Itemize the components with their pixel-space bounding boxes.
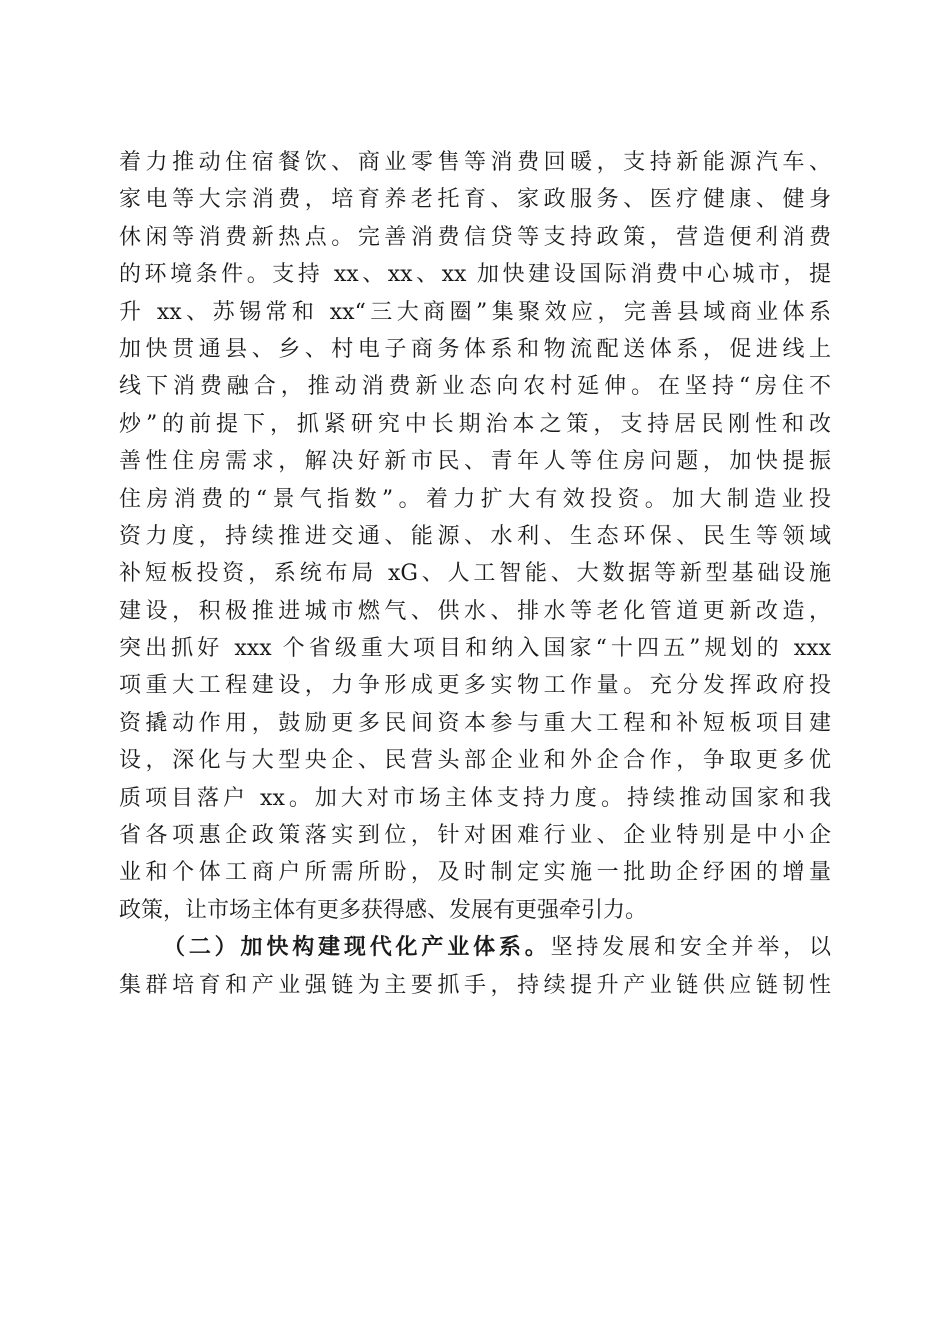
text-line: 着力推动住宿餐饮、商业零售等消费回暖，支持新能源汽车、: [119, 150, 831, 175]
text-line: 善性住房需求，解决好新市民、青年人等住房问题，加快提振: [119, 449, 831, 475]
text-line: 质项目落户 xx。加大对市场主体支持力度。持续推动国家和我: [119, 785, 831, 811]
text-line: 项重大工程建设，力争形成更多实物工作量。充分发挥政府投: [119, 673, 831, 699]
text-line: 休闲等消费新热点。完善消费信贷等支持政策，营造便利消费: [119, 224, 831, 250]
section-heading: （二）加快构建现代化产业体系。: [163, 934, 551, 961]
text-line: 集群培育和产业强链为主要抓手，持续提升产业链供应链韧性: [119, 972, 831, 998]
text-line: 加快贯通县、乡、村电子商务体系和物流配送体系，促进线上: [119, 336, 831, 362]
text-line: 的环境条件。支持 xx、xx、xx 加快建设国际消费中心城市，提: [119, 262, 831, 288]
text-line: 突出抓好 xxx 个省级重大项目和纳入国家“十四五”规划的 xxx: [119, 636, 831, 662]
text-line: [119, 929, 831, 966]
text-line: 线下消费融合，推动消费新业态向农村延伸。在坚持“房住不: [119, 374, 831, 400]
text-line: 家电等大宗消费，培育养老托育、家政服务、医疗健康、健身: [119, 187, 831, 213]
text-line: 住房消费的“景气指数”。着力扩大有效投资。加大制造业投: [119, 486, 831, 512]
text-line: 建设，积极推进城市燃气、供水、排水等老化管道更新改造，: [119, 598, 831, 624]
document-body: [119, 144, 831, 1004]
text-line: 政策，让市场主体有更多获得感、发展有更强牵引力。: [119, 897, 648, 923]
text-line: 升 xx、苏锡常和 xx“三大商圈”集聚效应，完善县域商业体系: [119, 299, 831, 325]
text-line: 炒”的前提下，抓紧研究中长期治本之策，支持居民刚性和改: [119, 411, 831, 437]
text-line: 设，深化与大型央企、民营头部企业和外企合作，争取更多优: [119, 748, 831, 774]
text-line: 资力度，持续推进交通、能源、水利、生态环保、民生等领域: [119, 523, 831, 549]
text-line: 业和个体工商户所需所盼，及时制定实施一批助企纾困的增量: [119, 860, 831, 886]
paragraph-industrial-system: [119, 929, 831, 1004]
heading-line-rest: 坚持发展和安全并举，以: [550, 935, 831, 961]
paragraph-consumption-investment: [119, 144, 831, 929]
text-line: 补短板投资，系统布局 xG、人工智能、大数据等新型基础设施: [119, 561, 831, 587]
text-line: 省各项惠企政策落实到位，针对困难行业、企业特别是中小企: [119, 823, 831, 849]
text-line: 资撬动作用，鼓励更多民间资本参与重大工程和补短板项目建: [119, 710, 831, 736]
